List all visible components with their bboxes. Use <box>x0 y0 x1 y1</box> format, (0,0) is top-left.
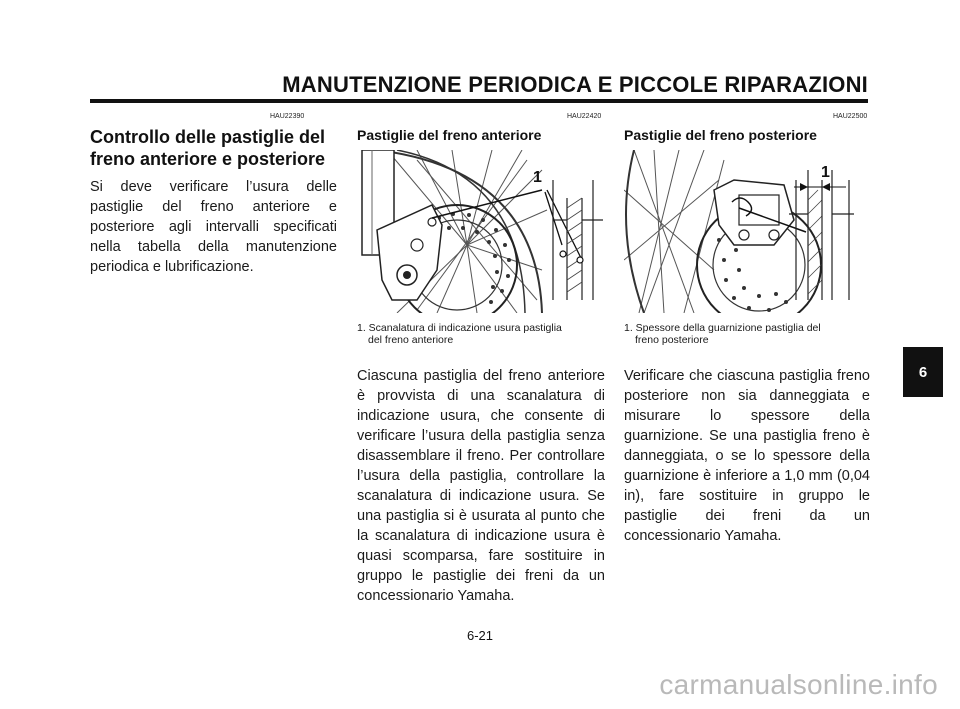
rear-figure-caption <box>624 322 874 346</box>
rear-pads-code: HAU22500 <box>833 113 868 120</box>
figure-callout-number: 1 <box>533 169 542 186</box>
rear-pads-heading: Pastiglie del freno posteriore <box>624 127 817 143</box>
rear-brake-figure <box>624 150 870 313</box>
caption-line: 1. Scanalatura di indicazione usura pastiglia <box>357 322 562 334</box>
header-rule <box>90 99 868 103</box>
front-pads-code: HAU22420 <box>567 113 602 120</box>
watermark: carmanualsonline.info <box>659 669 938 700</box>
section-code: HAU22390 <box>270 113 305 120</box>
page-number: 6-21 <box>466 628 494 643</box>
figure-callout-number: 1 <box>821 164 830 181</box>
caption-line: freno posteriore <box>635 334 709 346</box>
front-brake-figure <box>357 150 603 313</box>
page-header-title: MANUTENZIONE PERIODICA E PICCOLE RIPARAZIONI <box>282 72 868 97</box>
front-pads-heading: Pastiglie del freno anteriore <box>357 127 542 143</box>
caption-line: del freno anteriore <box>368 334 454 346</box>
chapter-tab: 6 <box>903 347 943 397</box>
rear-pads-body: Verificare che ciascuna pastiglia freno posteriore non sia danneggiata e misurare lo spessore della guarnizione. Se una pastiglia freno è danneggiata, o se lo spessore della guarnizione è inferiore a 1,0 mm (0,04 in), fare sostituire in gruppo le pastiglie dei freni da un concessionario Yamaha. <box>624 368 870 544</box>
caption-line: 1. Spessore della guarnizione pastiglia del <box>624 322 821 334</box>
section-heading: Controllo delle pastiglie del freno anteriore e posteriore <box>90 127 326 169</box>
section-body: Si deve verificare l’usura delle pastiglie del freno anteriore e posteriore agli intervalli specificati nella tabella della manutenzione periodica e lubrificazione. <box>90 179 337 275</box>
front-pads-body: Ciascuna pastiglia del freno anteriore è provvista di una scanalatura di indicazione usura, che consente di verificare l’usura della pastiglia senza disassemblare il freno. Per controllare l’usura della pastiglia, controllare la scanalatura di indicazione usura. Se una pastiglia si è usurata al punto che la scanalatura di indicazione usura è quasi scomparsa, fare sostituire in gruppo le pastiglie dei freni da un concessionario Yamaha. <box>357 368 605 604</box>
front-figure-caption <box>357 322 607 346</box>
